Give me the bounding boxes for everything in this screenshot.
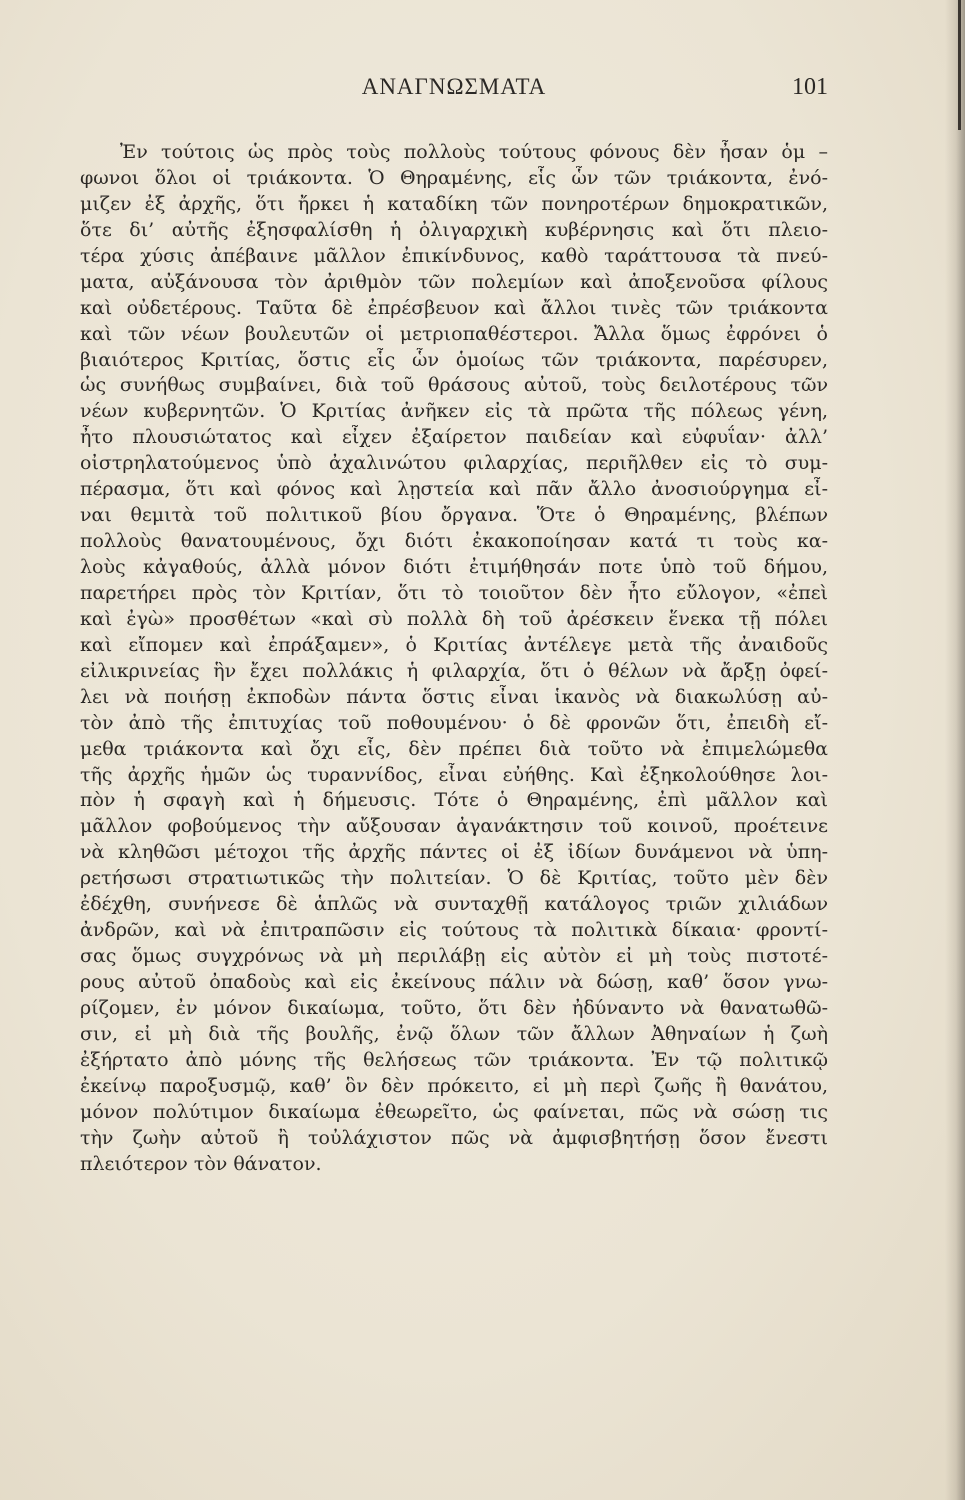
- text-line: σας ὅμως συγχρόνως νὰ μὴ περιλάβῃ εἰς αὐτὸν εἰ μὴ τοὺς πιστοτέ-: [80, 945, 828, 968]
- text-line: λει νὰ ποιήσῃ ἐκποδὼν πάντα ὅστις εἶναι ἱκανὸς νὰ διακωλύσῃ αὐ-: [80, 685, 828, 708]
- page-spine-shadow: [945, 0, 965, 1500]
- text-line: ἀνδρῶν, καὶ νὰ ἐπιτραπῶσιν εἰς τούτους τὰ πολιτικὰ δίκαια· φροντί-: [80, 919, 828, 942]
- text-line: ὅτε δι’ αὐτῆς ἐξησφαλίσθη ἡ ὀλιγαρχικὴ κυβέρνησις καὶ ὅτι πλειο-: [80, 218, 828, 241]
- text-line: ρετήσωσι στρατιωτικῶς τὴν πολιτείαν. Ὁ δὲ Κριτίας, τοῦτο μὲν δὲν: [80, 867, 828, 890]
- text-line: νέων κυβερνητῶν. Ὁ Κριτίας ἀνῆκεν εἰς τὰ πρῶτα τῆς πόλεως γένη,: [80, 400, 828, 423]
- text-line: τὴν ζωὴν αὐτοῦ ἢ τοὐλάχιστον πῶς νὰ ἀμφισβητήσῃ ὅσον ἔνεστι: [80, 1126, 828, 1149]
- text-line: μόνον πολύτιμον δικαίωμα ἐθεωρεῖτο, ὡς φαίνεται, πῶς νὰ σώσῃ τις: [80, 1100, 828, 1123]
- text-line: ρους αὐτοῦ ὀπαδοὺς καὶ εἰς ἐκείνους πάλιν νὰ δώσῃ, καθ’ ὅσον γνω-: [80, 971, 828, 993]
- text-line: σιν, εἰ μὴ διὰ τῆς βουλῆς, ἐνῷ ὅλων τῶν ἄλλων Ἀθηναίων ἡ ζωὴ: [80, 1022, 828, 1045]
- text-line: ὡς συνήθως συμβαίνει, διὰ τοῦ θράσους αὐτοῦ, τοὺς δειλοτέρους τῶν: [80, 374, 828, 397]
- text-line-last: πλειότερον τὸν θάνατον.: [80, 1152, 322, 1175]
- text-line: ναι θεμιτὰ τοῦ πολιτικοῦ βίου ὄργανα. Ὅτε ὁ Θηραμένης, βλέπων: [80, 504, 828, 527]
- text-line: τέρα χύσις ἀπέβαινε μᾶλλον ἐπικίνδυνος, καθὸ ταράττουσα τὰ πνεύ-: [80, 244, 828, 267]
- text-line: τὸν ἀπὸ τῆς ἐπιτυχίας τοῦ ποθουμένου· ὁ δὲ φρονῶν ὅτι, ἐπειδὴ εἴ-: [80, 711, 828, 734]
- text-line: πέρασμα, ὅτι καὶ φόνος καὶ λῃστεία καὶ πᾶν ἄλλο ἀνοσιούργημα εἶ-: [80, 478, 828, 501]
- text-line: καὶ οὐδετέρους. Ταῦτα δὲ ἐπρέσβευον καὶ ἄλλοι τινὲς τῶν τριάκοντα: [80, 296, 828, 319]
- page-number: 101: [792, 74, 828, 100]
- text-line: βιαιότερος Κριτίας, ὅστις εἷς ὧν ὁμοίως τῶν τριάκοντα, παρέσυρεν,: [80, 348, 828, 371]
- text-line: νὰ κληθῶσι μέτοχοι τῆς ἀρχῆς πάντες οἱ ἐξ ἰδίων δυνάμενοι νὰ ὑπη-: [80, 841, 828, 864]
- text-line: μᾶλλον φοβούμενος τὴν αὔξουσαν ἀγανάκτησιν τοῦ κοινοῦ, προέτεινε: [80, 815, 828, 838]
- text-line: ἐδέχθη, συνήνεσε δὲ ἁπλῶς νὰ συνταχθῇ κατάλογος τριῶν χιλιάδων: [80, 893, 828, 916]
- text-line: μεθα τριάκοντα καὶ ὄχι εἷς, δὲν πρέπει διὰ τοῦτο νὰ ἐπιμελώμεθα: [80, 737, 828, 760]
- text-line: ἐκείνῳ παροξυσμῷ, καθ’ ὃν δὲν πρόκειτο, εἰ μὴ περὶ ζωῆς ἢ θανάτου,: [80, 1074, 828, 1097]
- text-line: οἰστρηλατούμενος ὑπὸ ἀχαλινώτου φιλαρχίας, περιῆλθεν εἰς τὸ συμ-: [80, 452, 828, 475]
- text-line: πὸν ἡ σφαγὴ καὶ ἡ δήμευσις. Τότε ὁ Θηραμένης, ἐπὶ μᾶλλον καὶ: [80, 789, 828, 812]
- body-text: [80, 140, 828, 1178]
- text-line: πολλοὺς θανατουμένους, ὄχι διότι ἐκακοποίησαν κατά τι τοὺς κα-: [80, 530, 828, 553]
- text-line: τῆς ἀρχῆς ἡμῶν ὡς τυραννίδος, εἶναι εὐήθης. Καὶ ἐξηκολούθησε λοι-: [80, 763, 828, 786]
- text-line: εἰλικρινείας ἣν ἔχει πολλάκις ἡ φιλαρχία, ὅτι ὁ θέλων νὰ ἄρξῃ ὀφεί-: [80, 659, 828, 682]
- text-line: φωνοι ὅλοι οἱ τριάκοντα. Ὁ Θηραμένης, εἷς ὧν τῶν τριάκοντα, ἐνό-: [80, 166, 828, 189]
- running-head: ΑΝΑΓΝΩΣΜΑΤΑ: [361, 74, 547, 99]
- text-line: παρετήρει πρὸς τὸν Κριτίαν, ὅτι τὸ τοιοῦτον δὲν ἦτο εὔλογον, «ἐπεὶ: [80, 581, 828, 604]
- text-line: ματα, αὐξάνουσα τὸν ἀριθμὸν τῶν πολεμίων καὶ ἀποξενοῦσα φίλους: [80, 270, 828, 293]
- text-line: λοὺς κἀγαθούς, ἀλλὰ μόνον διότι ἐτιμήθησάν ποτε ὑπὸ τοῦ δήμου,: [80, 556, 828, 578]
- text-line: ἐξήρτατο ἀπὸ μόνης τῆς θελήσεως τῶν τριάκοντα. Ἐν τῷ πολιτικῷ: [80, 1048, 828, 1071]
- page-header: [80, 74, 828, 114]
- text-line: καὶ εἴπομεν καὶ ἐπράξαμεν», ὁ Κριτίας ἀντέλεγε μετὰ τῆς ἀναιδοῦς: [80, 633, 828, 656]
- text-line: ρίζομεν, ἐν μόνον δικαίωμα, τοῦτο, ὅτι δὲν ἠδύναντο νὰ θανατωθῶ-: [80, 996, 828, 1019]
- text-line: καὶ ἐγὼ» προσθέτων «καὶ σὺ πολλὰ δὴ τοῦ ἀρέσκειν ἕνεκα τῇ πόλει: [80, 607, 828, 630]
- page-spine-edge: [958, 0, 961, 130]
- text-line: μιζεν ἐξ ἀρχῆς, ὅτι ἤρκει ἡ καταδίκη τῶν πονηροτέρων δημοκρατικῶν,: [80, 192, 828, 215]
- text-line: Ἐν τούτοις ὡς πρὸς τοὺς πολλοὺς τούτους φόνους δὲν ἦσαν ὁμ –: [120, 141, 828, 163]
- text-line: καὶ τῶν νέων βουλευτῶν οἱ μετριοπαθέστεροι. Ἄλλα ὅμως ἐφρόνει ὁ: [80, 322, 828, 345]
- text-line: ἦτο πλουσιώτατος καὶ εἶχεν ἐξαίρετον παιδείαν καὶ εὐφυΐαν· ἀλλ’: [80, 426, 828, 449]
